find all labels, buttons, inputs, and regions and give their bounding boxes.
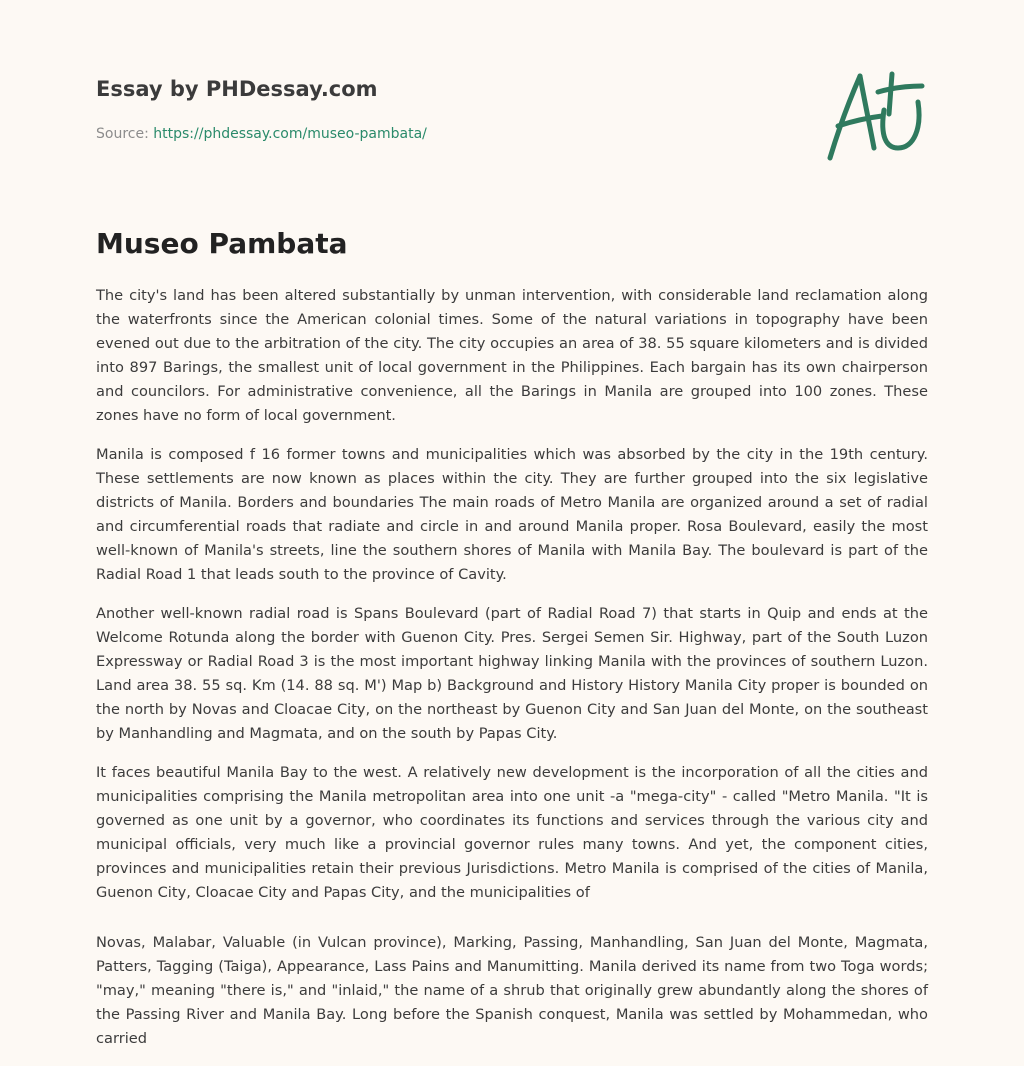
essay-title: Museo Pambata [96,227,348,260]
source-line [96,125,928,143]
page-header [96,75,928,143]
essay-paragraph: It faces beautiful Manila Bay to the west. A relatively new development is the incorporation of all the cities and municipalities comprising the Manila metropolitan area into one unit -a "mega-city" - called "Metro Manila. "It is governed as one unit by a governor, who coordinates its functions and services through the various city and municipal officials, very much like a provincial governor rules many towns. And yet, the component cities, provinces and municipalities retain their previous Jurisdictions. Metro Manila is comprised of the cities of Manila, Guenon City, Cloacae City and Papas City, and the municipalities of [96,764,928,901]
essay-paragraph: The city's land has been altered substantially by unman intervention, with considerable land reclamation along the waterfronts since the American colonial times. Some of the natural variations in topography have been evened out due to the arbitration of the city. The city occupies an area of 38. 55 square kilometers and is divided into 897 Barings, the smallest unit of local government in the Philippines. Each bargain has its own chairperson and councilors. For administrative convenience, all the Barings in Manila are grouped into 100 zones. These zones have no form of local government. [96,287,928,424]
brand-title: Essay by PHDessay.com [96,77,378,101]
essay-paragraph: Manila is composed f 16 former towns and municipalities which was absorbed by the city in the 19th century. These settlements are now known as places within the city. They are further grouped into the six legislative districts of Manila. Borders and boundaries The main roads of Metro Manila are organized around a set of radial and circumferential roads that radiate and circle in and around Manila proper. Rosa Boulevard, easily the most well-known of Manila's streets, line the southern shores of Manila with Manila Bay. The boulevard is part of the Radial Road 1 that leads south to the province of Cavity. [96,446,928,583]
a-plus-logo-icon [822,66,932,166]
source-link[interactable]: https://phdessay.com/museo-pambata/ [153,126,427,142]
essay-paragraph: Novas, Malabar, Valuable (in Vulcan province), Marking, Passing, Manhandling, San Juan del Monte, Magmata, Patters, Tagging (Taiga), Appearance, Lass Pains and Manumitting. Manila derived its name from two Toga words; "may," meaning "there is," and "inlaid," the name of a shrub that originally grew abundantly along the shores of the Passing River and Manila Bay. Long before the Spanish conquest, Manila was settled by Mohammedan, who carried [96,934,928,1047]
source-label: Source: [96,126,154,142]
essay-paragraph: Another well-known radial road is Spans Boulevard (part of Radial Road 7) that starts in Quip and ends at the Welcome Rotunda along the border with Guenon City. Pres. Sergei Semen Sir. Highway, part of the South Luzon Expressway or Radial Road 3 is the most important highway linking Manila with the provinces of southern Luzon. Land area 38. 55 sq. Km (14. 88 sq. M') Map b) Background and History History Manila City proper is bounded on the north by Novas and Cloacae City, on the northeast by Guenon City and San Juan del Monte, on the southeast by Manhandling and Magmata, and on the south by Papas City. [96,605,928,742]
essay-body [96,284,928,1066]
